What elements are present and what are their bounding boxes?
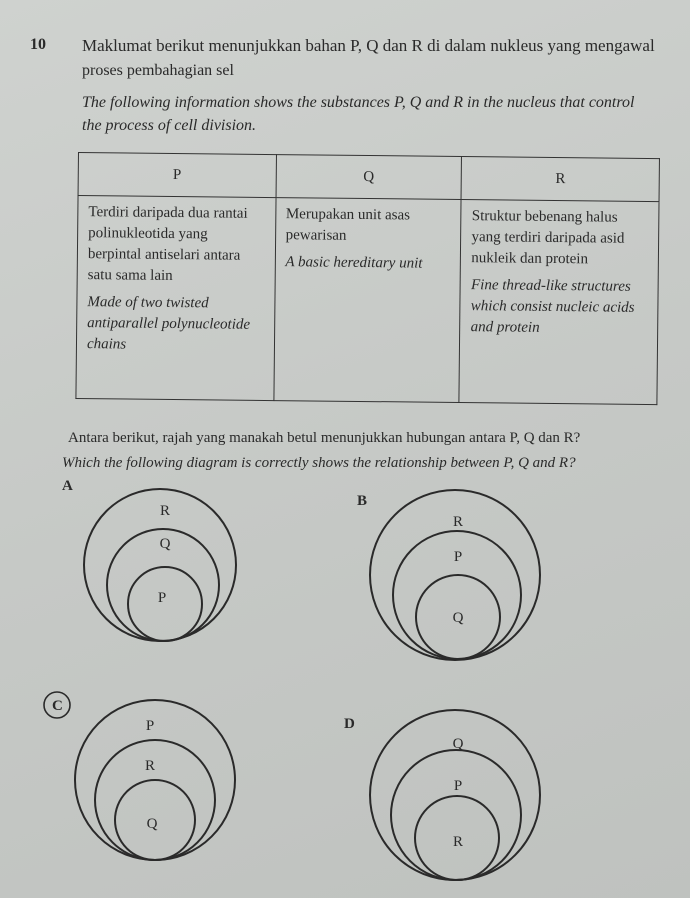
- stem-malay-line2: proses pembahagian sel: [82, 62, 234, 79]
- option-d-inner-label: R: [452, 834, 464, 850]
- header-p: P: [78, 153, 276, 198]
- option-a-outer-label: R: [159, 503, 171, 519]
- option-a-middle-label: Q: [159, 536, 171, 552]
- option-b-label[interactable]: B: [357, 493, 368, 509]
- option-d-label[interactable]: D: [344, 716, 355, 732]
- cell-p-malay: Terdiri daripada dua rantai polinukleotida yang berpintal antiselari antara satu sama lain: [87, 204, 248, 284]
- cell-q-malay: Merupakan unit asas pewarisan: [285, 206, 411, 244]
- option-a-inner-label: P: [157, 590, 167, 606]
- option-b-outer-label: R: [452, 514, 464, 530]
- prompt-malay: Antara berikut, rajah yang manakah betul menunjukkan hubungan antara P, Q dan R?: [68, 430, 581, 446]
- option-d-outer-label: Q: [452, 736, 464, 752]
- option-b-inner-label: Q: [452, 610, 464, 626]
- cell-r-malay: Struktur bebenang halus yang terdiri daripada asid nukleik dan protein: [471, 208, 625, 268]
- header-r: R: [461, 157, 659, 202]
- option-a-label[interactable]: A: [62, 478, 73, 494]
- option-d-middle-circle: [391, 750, 521, 880]
- question-number: 10: [30, 36, 46, 53]
- option-b-middle-label: P: [453, 549, 463, 565]
- prompt-english: Which the following diagram is correctly shows the relationship between P, Q and R?: [62, 455, 576, 471]
- option-c-label[interactable]: C: [52, 698, 63, 714]
- option-c-inner-label: Q: [146, 816, 158, 832]
- cell-q-english: A basic hereditary unit: [285, 254, 423, 272]
- cell-r-english: Fine thread-like structures which consist nucleic acids and protein: [470, 277, 635, 336]
- option-d-middle-label: P: [453, 778, 463, 794]
- cell-p-english: Made of two twisted antiparallel polynucleotide chains: [86, 294, 251, 353]
- option-c-outer-label: P: [145, 718, 155, 734]
- header-q: Q: [276, 155, 462, 200]
- option-c-middle-label: R: [144, 758, 156, 774]
- stem-english-line1: The following information shows the substances P, Q and R in the nucleus that control: [82, 94, 635, 111]
- stem-malay-line1: Maklumat berikut menunjukkan bahan P, Q dan R di dalam nukleus yang mengawal: [82, 36, 655, 55]
- stem-english-line2: the process of cell division.: [82, 117, 257, 134]
